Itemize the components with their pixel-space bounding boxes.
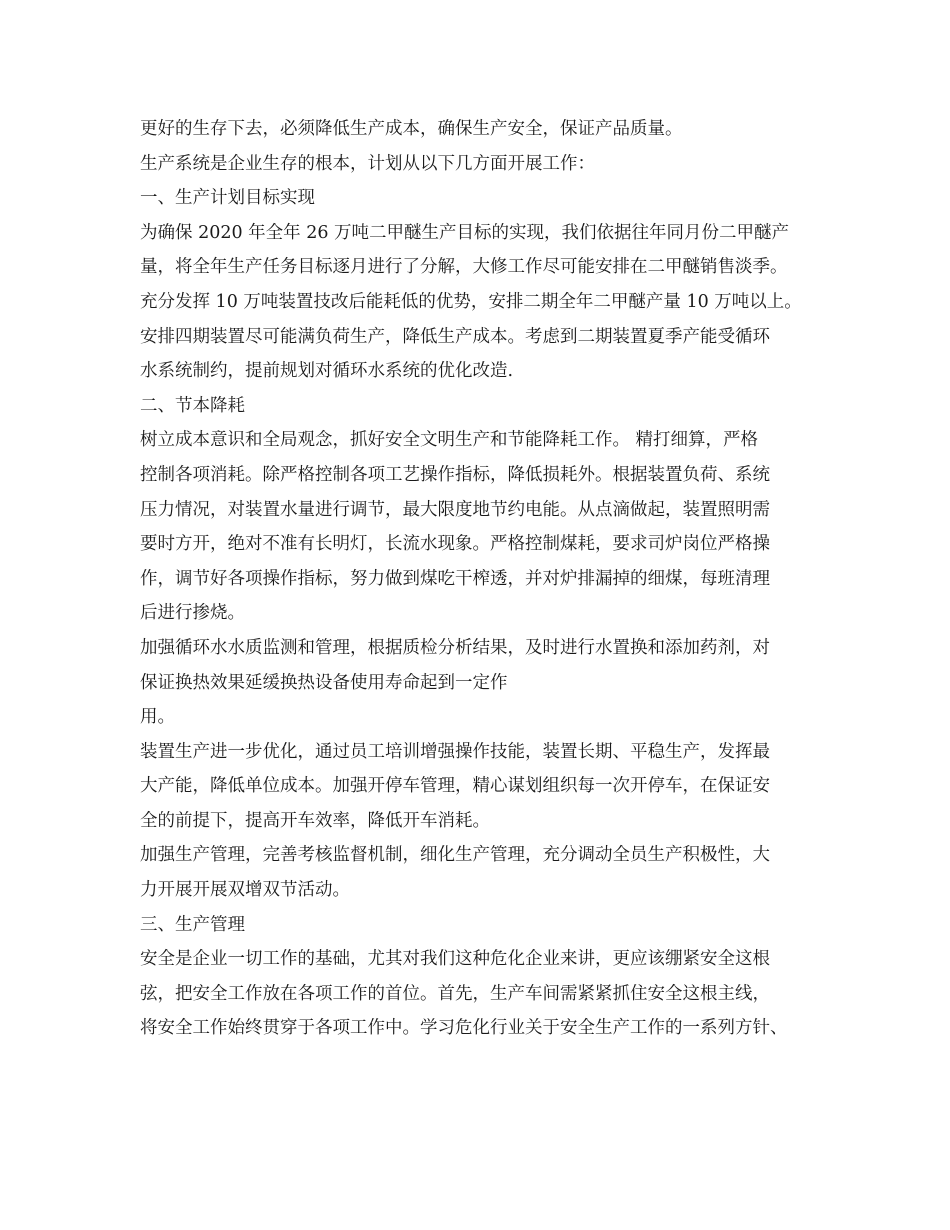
text-line: 树立成本意识和全局观念，抓好安全文明生产和节能降耗工作。 精打细算，严格 <box>140 430 759 451</box>
text-line: 安全是企业一切工作的基础，尤其对我们这种危化企业来讲，更应该绷紧安全这根 <box>140 949 770 970</box>
text-line: 充分发挥 10 万吨装置技改后能耗低的优势，安排二期全年二甲醚产量 10 万吨以上。 <box>140 291 802 312</box>
section-heading: 三、生产管理 <box>140 914 245 935</box>
text-line: 大产能，降低单位成本。加强开停车管理，精心谋划组织每一次开停车，在保证安 <box>140 776 770 797</box>
text-line: 加强循环水水质监测和管理，根据质检分析结果，及时进行水置换和添加药剂，对 <box>140 637 770 658</box>
text-line: 为确保 2020 年全年 26 万吨二甲醚生产目标的实现，我们依据往年同月份二甲醚产 <box>140 222 790 243</box>
text-line: 后进行掺烧。 <box>140 603 245 624</box>
text-line: 压力情况，对装置水量进行调节，最大限度地节约电能。从点滴做起，装置照明需 <box>140 499 770 520</box>
section-heading: 二、节本降耗 <box>140 395 245 416</box>
text-line: 力开展开展双增双节活动。 <box>140 880 350 901</box>
text-line: 弦，把安全工作放在各项工作的首位。首先，生产车间需紧紧抓住安全这根主线， <box>140 983 770 1004</box>
text-line: 控制各项消耗。除严格控制各项工艺操作指标，降低损耗外。根据装置负荷、系统 <box>140 464 770 485</box>
text-line: 量，将全年生产任务目标逐月进行了分解，大修工作尽可能安排在二甲醚销售淡季。 <box>140 257 788 278</box>
text-line: 保证换热效果延缓换热设备使用寿命起到一定作 <box>140 672 508 693</box>
section-heading: 一、生产计划目标实现 <box>140 188 315 209</box>
text-line: 更好的生存下去，必须降低生产成本，确保生产安全，保证产品质量。 <box>140 119 683 139</box>
text-line: 要时方开，绝对不准有长明灯，长流水现象。严格控制煤耗，要求司炉岗位严格操 <box>140 534 770 555</box>
text-line: 安排四期装置尽可能满负荷生产，降低生产成本。考虑到二期装置夏季产能受循环 <box>140 326 770 347</box>
text-line: 用。 <box>140 707 175 728</box>
text-line: 生产系统是企业生存的根本，计划从以下几方面开展工作： <box>140 153 595 174</box>
text-line: 全的前提下，提高开车效率，降低开车消耗。 <box>140 810 490 831</box>
text-line: 将安全工作始终贯穿于各项工作中。学习危化行业关于安全生产工作的一系列方针、 <box>140 1018 788 1039</box>
text-line: 作，调节好各项操作指标，努力做到煤吃干榨透，并对炉排漏掉的细煤，每班清理 <box>140 568 770 589</box>
text-line: 装置生产进一步优化，通过员工培训增强操作技能，装置长期、平稳生产，发挥最 <box>140 741 770 762</box>
text-line: 水系统制约，提前规划对循环水系统的优化改造. <box>140 361 514 382</box>
text-line: 加强生产管理，完善考核监督机制，细化生产管理，充分调动全员生产积极性，大 <box>140 845 770 866</box>
document-body <box>140 112 830 1046</box>
